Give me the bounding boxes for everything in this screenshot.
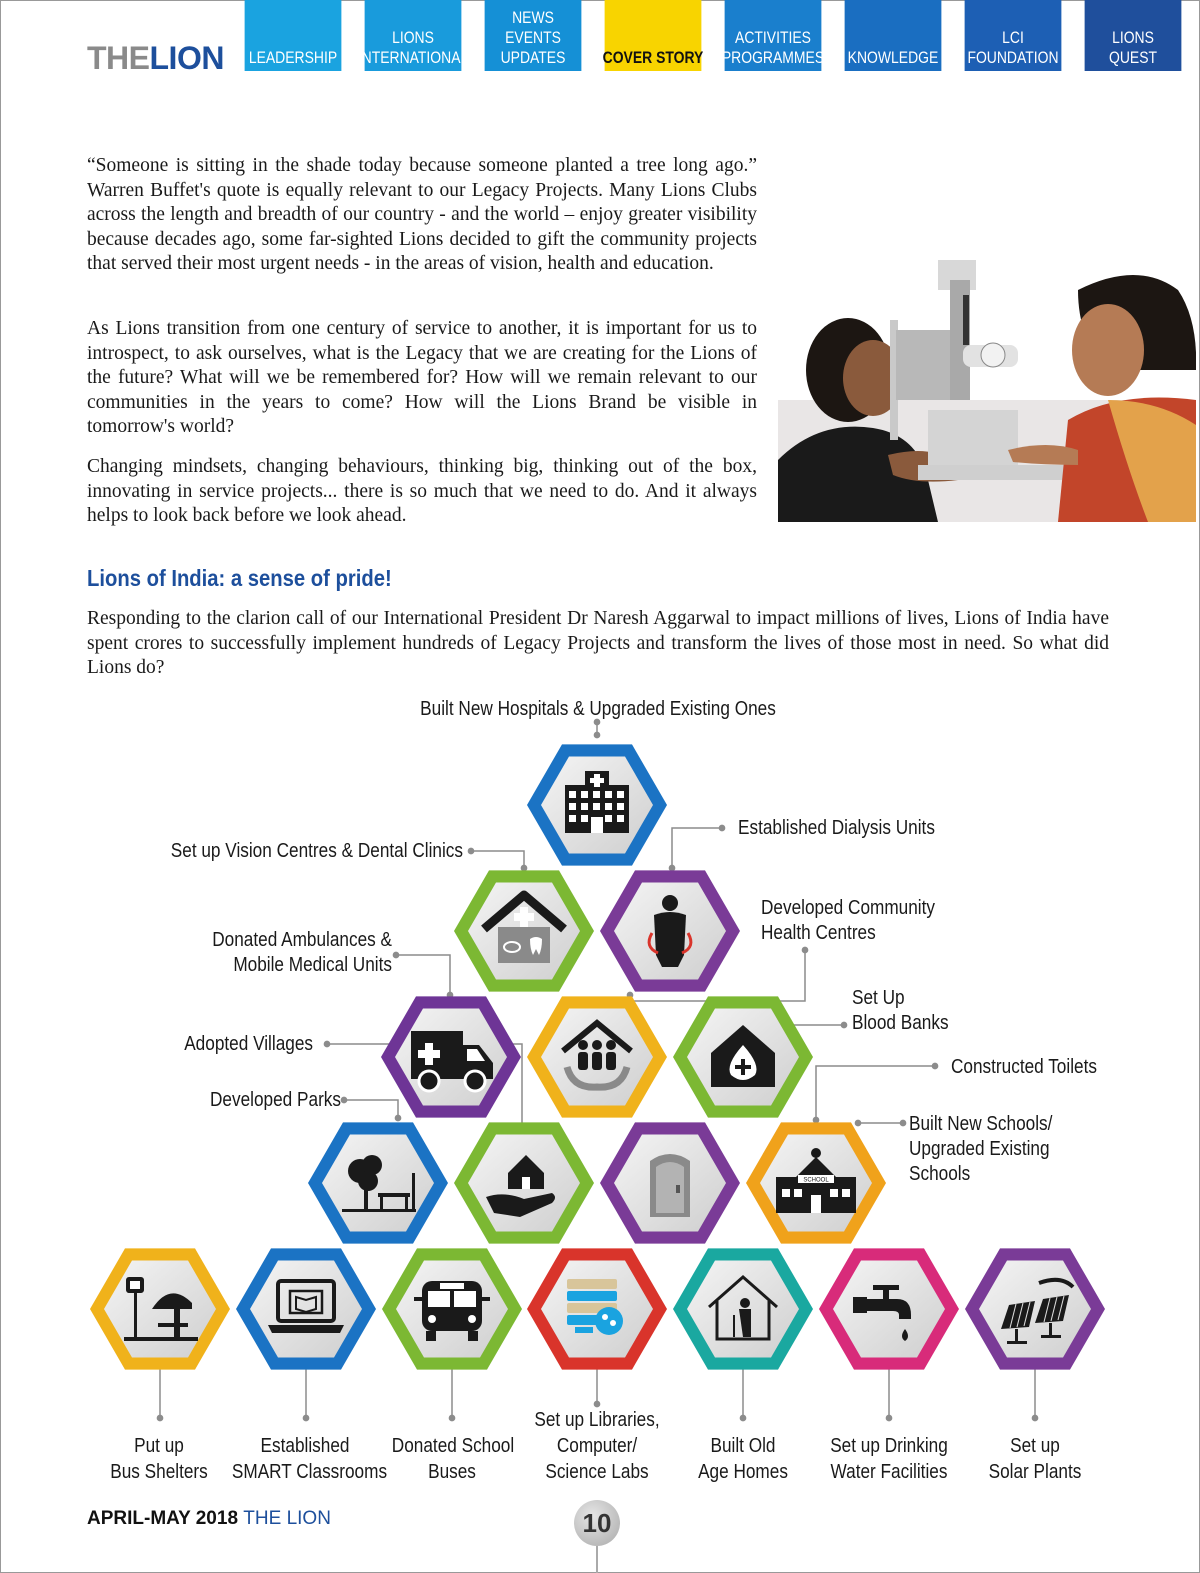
label-solar-plants-1: Set up xyxy=(1010,1435,1060,1457)
tab-lci-foundation[interactable] xyxy=(965,0,1062,71)
tab-lions-quest[interactable] xyxy=(1085,0,1182,71)
article-paragraph: Responding to the clarion call of our International President Dr Naresh Aggarwal to impact millions of lives, Lions of India have spent crores to successfully implement hundreds of Legacy Projects and transform the lives of those most in need. So what did Lions do? xyxy=(87,608,1109,678)
label-smart-classrooms-1: Established xyxy=(260,1435,350,1457)
label-blood-bank-1: Set Up xyxy=(852,987,905,1009)
connector-dot xyxy=(395,1115,400,1120)
label-old-age-homes-2: Age Homes xyxy=(698,1461,788,1483)
connector-dot xyxy=(1032,1415,1037,1420)
label-smart-classrooms-2: SMART Classrooms xyxy=(231,1461,388,1483)
connector-dot xyxy=(900,1120,905,1125)
section-heading: Lions of India: a sense of pride! xyxy=(87,565,392,591)
tab-label: ACTIVITIES xyxy=(735,28,811,47)
tab-news-events-updates[interactable] xyxy=(485,0,582,71)
label-schools-2: Upgraded Existing xyxy=(909,1138,1050,1160)
article-paragraph: “Someone is sitting in the shade today because someone planted a tree long ago.” Warren Buffet's quote is equally relevant to our Legacy Projects. Many Lions Clubs across the length and breadth of our country - and the world – enjoy greater visibility because decades ago, some far-sighted Lions decided to gift the community projects that served their most urgent needs - in the areas of vision, health and education. xyxy=(87,155,757,274)
label-parks: Developed Parks xyxy=(210,1089,341,1111)
connector-dot xyxy=(303,1415,308,1420)
page-number-stem xyxy=(596,1546,598,1573)
eye-exam-photo xyxy=(778,250,1196,522)
connector-dot xyxy=(802,947,807,952)
label-blood-bank-2: Blood Banks xyxy=(852,1012,949,1034)
connector-dot xyxy=(594,732,599,737)
toilet-icon xyxy=(650,1154,690,1217)
connector-dot xyxy=(449,1415,454,1420)
tab-knowledge[interactable] xyxy=(845,0,942,71)
tab-label: PROGRAMMES xyxy=(721,48,825,67)
page-number: 10 xyxy=(574,1500,620,1546)
article-paragraph: As Lions transition from one century of service to another, it is important for us to introspect, to ask ourselves, what is the Legacy that we are creating for the Lions of the future? What will we be remembered for? How will we remain relevant to our communities in the years to come? How will the Lions Brand be visible in tomorrow's world? xyxy=(87,318,757,437)
masthead-the: THE xyxy=(87,40,150,76)
label-hospitals: Built New Hospitals & Upgraded Existing Ones xyxy=(420,698,776,720)
tab-label: COVER STORY xyxy=(602,48,704,67)
footer-issue-date xyxy=(87,1508,331,1530)
tab-label: INTERNATIONAL xyxy=(357,48,469,67)
section-nav xyxy=(234,0,1194,71)
masthead-lion: LION xyxy=(149,40,224,76)
connector-line xyxy=(672,828,722,868)
label-drinking-water-1: Set up Drinking xyxy=(830,1435,948,1457)
label-old-age-homes-1: Built Old xyxy=(710,1435,776,1457)
connector-dot xyxy=(468,848,473,853)
tab-label: LEADERSHIP xyxy=(248,48,338,67)
school-sign: SCHOOL xyxy=(803,1177,829,1184)
tab-cover-story[interactable] xyxy=(602,0,704,71)
label-ambulance-2: Mobile Medical Units xyxy=(233,954,392,976)
tab-activities-programmes[interactable] xyxy=(721,0,825,71)
connector-dot xyxy=(841,1022,846,1027)
connector-dot xyxy=(341,1097,346,1102)
label-community-health-2: Health Centres xyxy=(761,922,876,944)
tab-label: QUEST xyxy=(1108,48,1158,67)
label-schools-3: Schools xyxy=(909,1163,971,1185)
tab-label: LCI xyxy=(1002,28,1024,47)
tab-label: FOUNDATION xyxy=(967,48,1059,67)
label-dialysis: Established Dialysis Units xyxy=(738,817,935,839)
tab-label: LIONS xyxy=(392,28,434,47)
connector-dot xyxy=(393,952,398,957)
label-libraries-1: Set up Libraries, xyxy=(534,1409,660,1431)
tab-label: NEWS xyxy=(512,8,554,27)
footer-brand: THE LION xyxy=(243,1508,331,1529)
hexagon-park xyxy=(308,1122,448,1243)
connector-dot xyxy=(740,1415,745,1420)
connector-line xyxy=(396,955,450,995)
article-paragraph: Changing mindsets, changing behaviours, thinking big, thinking out of the box, innovating in service projects... there is so much that we need to do. And it always helps to look back before we look ahead. xyxy=(87,456,757,526)
connector-dot xyxy=(157,1415,162,1420)
connector-dot xyxy=(594,1401,599,1406)
connector-dot xyxy=(669,865,674,870)
connector-line xyxy=(471,851,524,868)
label-drinking-water-2: Water Facilities xyxy=(830,1461,948,1483)
connector-dot xyxy=(886,1415,891,1420)
tab-lions-international[interactable] xyxy=(357,0,469,71)
label-bus-shelters-1: Put up xyxy=(134,1435,184,1457)
label-villages: Adopted Villages xyxy=(184,1033,313,1055)
connector-dot xyxy=(324,1041,329,1046)
hexagon-solar-plant xyxy=(965,1248,1105,1369)
label-schools-1: Built New Schools/ xyxy=(909,1113,1053,1135)
footer-date-text: APRIL-MAY 2018 xyxy=(87,1508,239,1529)
hexagon-smart-classroom xyxy=(236,1248,376,1369)
tab-label: UPDATES xyxy=(500,48,566,67)
tab-label: KNOWLEDGE xyxy=(847,48,939,67)
label-vision-dental: Set up Vision Centres & Dental Clinics xyxy=(170,840,463,862)
connector-dot xyxy=(813,1117,818,1122)
tab-leadership[interactable] xyxy=(245,0,342,71)
connector-dot xyxy=(719,825,724,830)
label-bus-shelters-2: Bus Shelters xyxy=(110,1461,208,1483)
label-school-buses-1: Donated School xyxy=(391,1435,515,1457)
label-solar-plants-2: Solar Plants xyxy=(988,1461,1082,1483)
connector-dot xyxy=(855,1120,860,1125)
label-community-health-1: Developed Community xyxy=(761,897,936,919)
connector-dot xyxy=(932,1063,937,1068)
connector-dot xyxy=(521,865,526,870)
masthead-logo xyxy=(87,40,224,77)
label-libraries-3: Science Labs xyxy=(545,1461,649,1483)
connector-line xyxy=(344,1100,398,1118)
label-school-buses-2: Buses xyxy=(428,1461,476,1483)
tab-label: LIONS xyxy=(1112,28,1154,47)
label-toilets: Constructed Toilets xyxy=(951,1056,1097,1078)
label-libraries-2: Computer/ xyxy=(556,1435,638,1457)
tab-label: EVENTS xyxy=(505,28,561,47)
label-ambulance-1: Donated Ambulances & xyxy=(212,929,392,951)
